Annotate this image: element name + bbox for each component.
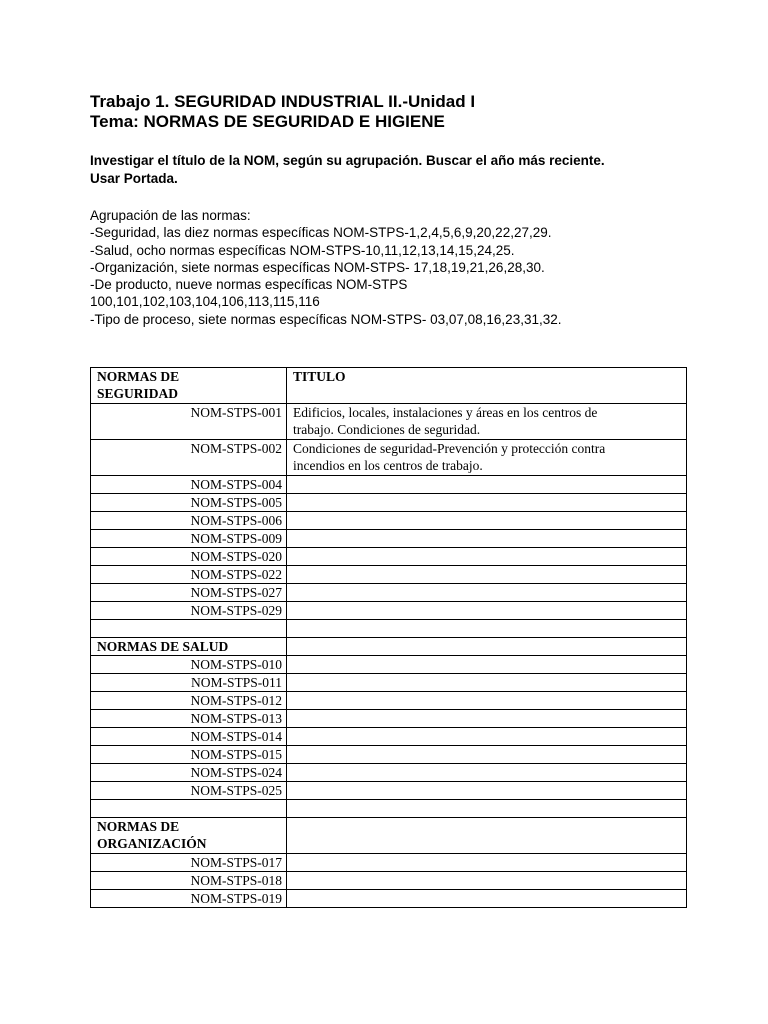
norm-code-cell: NOM-STPS-022 [91,566,287,584]
instructions [90,152,690,188]
norm-title-cell [287,584,687,602]
empty-cell [287,818,687,854]
norm-title-cell [287,890,687,908]
header-title-cell: TITULO [287,368,687,404]
norm-code-cell: NOM-STPS-012 [91,692,287,710]
norm-title-cell [287,764,687,782]
heading-line-2: Tema: NORMAS DE SEGURIDAD E HIGIENE [90,112,445,131]
norm-title-cell [287,548,687,566]
norm-title-cell [287,728,687,746]
norm-title-cell [287,512,687,530]
header-col1-line1: NORMAS DE [97,369,180,384]
norm-code-cell: NOM-STPS-011 [91,674,287,692]
norms-table [90,367,687,908]
empty-cell [287,620,687,638]
norm-code-cell: NOM-STPS-014 [91,728,287,746]
table-row [91,728,687,746]
norm-code-cell: NOM-STPS-013 [91,710,287,728]
empty-cell [91,620,287,638]
norm-code-cell: NOM-STPS-024 [91,764,287,782]
table-row [91,692,687,710]
norm-title-cell [287,692,687,710]
table-row [91,602,687,620]
heading-line-1: Trabajo 1. SEGURIDAD INDUSTRIAL II.-Unidad I [90,92,476,111]
group-line: -De producto, nueve normas específicas NOM-STPS [90,277,408,293]
norm-title-cell [287,674,687,692]
norm-code-cell: NOM-STPS-010 [91,656,287,674]
empty-row [91,620,687,638]
norm-code-cell: NOM-STPS-027 [91,584,287,602]
table-row [91,674,687,692]
group-line: -Salud, ocho normas específicas NOM-STPS-10,11,12,13,14,15,24,25. [90,242,515,258]
norm-title-cell [287,710,687,728]
table-row [91,746,687,764]
norm-code-cell: NOM-STPS-020 [91,548,287,566]
table-header-row [91,368,687,404]
table-row [91,566,687,584]
norm-code-cell: NOM-STPS-015 [91,746,287,764]
table-row [91,548,687,566]
title-line: Edificios, locales, instalaciones y áreas en los centros de [293,405,598,420]
table-row [91,584,687,602]
table-row [91,440,687,476]
norm-code-cell: NOM-STPS-018 [91,872,287,890]
header-norms-cell [91,368,287,404]
section-label-line: ORGANIZACIÓN [97,836,207,851]
norm-code-cell: NOM-STPS-006 [91,512,287,530]
norm-title-cell [287,566,687,584]
norm-groups [90,207,562,328]
table-row [91,764,687,782]
norm-title-cell [287,872,687,890]
table-row [91,782,687,800]
norm-code-cell: NOM-STPS-029 [91,602,287,620]
norm-code-cell: NOM-STPS-017 [91,854,287,872]
norm-title-cell [287,602,687,620]
table-row [91,476,687,494]
group-line: -Seguridad, las diez normas específicas NOM-STPS-1,2,4,5,6,9,20,22,27,29. [90,225,552,241]
empty-cell [287,638,687,656]
norm-title-cell [287,494,687,512]
group-line: -Organización, siete normas específicas NOM-STPS- 17,18,19,21,26,28,30. [90,259,545,275]
table-row [91,530,687,548]
norm-title-cell [287,854,687,872]
empty-cell [91,800,287,818]
group-line: -Tipo de proceso, siete normas específicas NOM-STPS- 03,07,08,16,23,31,32. [90,311,562,327]
norm-code-cell: NOM-STPS-005 [91,494,287,512]
section-label-organizacion [91,818,287,854]
norm-title-cell [287,530,687,548]
norm-title-cell [287,440,687,476]
section-row-salud [91,638,687,656]
title-line: Condiciones de seguridad-Prevención y protección contra [293,441,606,456]
table-row [91,494,687,512]
norm-title-cell [287,404,687,440]
instructions-line-2: Usar Portada. [90,171,178,186]
norm-code-cell: NOM-STPS-025 [91,782,287,800]
table-row [91,710,687,728]
empty-cell [287,800,687,818]
section-label-line: NORMAS DE [97,819,180,834]
norm-code-cell: NOM-STPS-001 [91,404,287,440]
section-label-salud: NORMAS DE SALUD [91,638,287,656]
norm-code-cell: NOM-STPS-004 [91,476,287,494]
table-row [91,656,687,674]
norm-title-cell [287,782,687,800]
norm-title-cell [287,656,687,674]
norm-title-cell [287,476,687,494]
norm-title-cell [287,746,687,764]
title-line: trabajo. Condiciones de seguridad. [293,422,481,437]
norm-code-cell: NOM-STPS-002 [91,440,287,476]
table-row [91,404,687,440]
group-line: 100,101,102,103,104,106,113,115,116 [90,294,320,310]
empty-row [91,800,687,818]
norm-code-cell: NOM-STPS-019 [91,890,287,908]
table-row [91,854,687,872]
header-col1-line2: SEGURIDAD [97,386,179,401]
norm-code-cell: NOM-STPS-009 [91,530,287,548]
table-row [91,512,687,530]
title-line: incendios en los centros de trabajo. [293,458,483,473]
document-heading [90,92,475,132]
instructions-line-1: Investigar el título de la NOM, según su agrupación. Buscar el año más reciente. [90,153,605,168]
groups-intro: Agrupación de las normas: [90,208,251,223]
table-row [91,890,687,908]
section-row-organizacion [91,818,687,854]
table-row [91,872,687,890]
